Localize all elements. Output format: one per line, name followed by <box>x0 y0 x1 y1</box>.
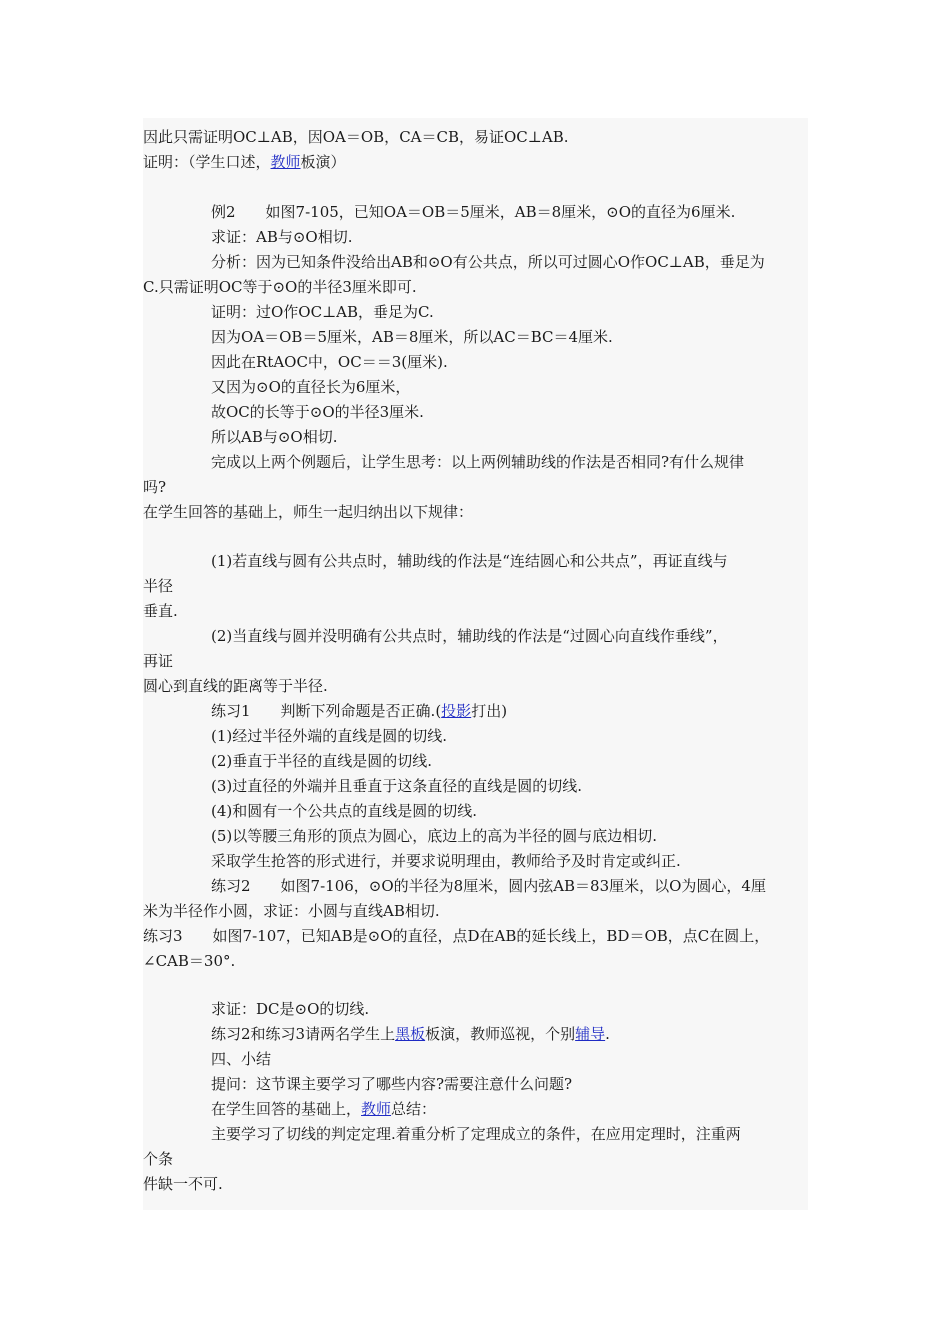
text-line: ∠CAB＝30°. <box>143 952 236 970</box>
text-line: 故OC的长等于⊙O的半径3厘米. <box>211 403 424 421</box>
text-line: 在学生回答的基础上，教师总结： <box>211 1100 437 1118</box>
text-line: (2)垂直于半径的直线是圆的切线. <box>211 752 433 770</box>
text-line: 练习1 判断下列命题是否正确.(投影打出) <box>211 702 508 720</box>
text-line: 因此在RtAOC中，OC＝＝3(厘米). <box>211 353 448 371</box>
link-projection[interactable]: 投影 <box>441 702 472 720</box>
text-line: 件缺一不可. <box>143 1175 223 1193</box>
text-line: 因此只需证明OC⊥AB，因OA＝OB，CA＝CB，易证OC⊥AB. <box>143 128 569 146</box>
text-line: 又因为⊙O的直径长为6厘米， <box>211 378 411 396</box>
document-body <box>143 118 808 1210</box>
text-line: 完成以上两个例题后，让学生思考：以上两例辅助线的作法是否相同?有什么规律 <box>211 453 745 471</box>
text-line: 因为OA＝OB＝5厘米，AB＝8厘米，所以AC＝BC＝4厘米. <box>211 328 613 346</box>
text-line: (1)经过半径外端的直线是圆的切线. <box>211 727 448 745</box>
text-line: (1)若直线与圆有公共点时，辅助线的作法是“连结圆心和公共点”，再证直线与 <box>211 552 728 570</box>
text-line: 例2 如图7-105，已知OA＝OB＝5厘米，AB＝8厘米，⊙O的直径为6厘米. <box>211 203 736 221</box>
text-line: 在学生回答的基础上，师生一起归纳出以下规律： <box>143 503 474 521</box>
text-line: 四、小结 <box>211 1050 272 1068</box>
text-line: (2)当直线与圆并没明确有公共点时，辅助线的作法是“过圆心向直线作垂线”， <box>211 627 728 645</box>
text-line: 米为半径作小圆，求证：小圆与直线AB相切. <box>143 902 440 920</box>
link-teacher[interactable]: 教师 <box>270 153 301 171</box>
text-line: (4)和圆有一个公共点的直线是圆的切线. <box>211 802 478 820</box>
text-line: 再证 <box>143 652 174 670</box>
text-line: 提问：这节课主要学习了哪些内容?需要注意什么问题? <box>211 1075 573 1093</box>
text-line: 半径 <box>143 577 174 595</box>
text-line: 垂直. <box>143 602 178 620</box>
link-tutoring[interactable]: 辅导 <box>575 1025 606 1043</box>
text-line: C.只需证明OC等于⊙O的半径3厘米即可. <box>143 278 417 296</box>
text-line: 所以AB与⊙O相切. <box>211 428 338 446</box>
text-line: 练习2和练习3请两名学生上黑板板演，教师巡视，个别辅导. <box>211 1025 610 1043</box>
text-line: 求证：DC是⊙O的切线. <box>211 1000 370 1018</box>
text-line: 练习2 如图7-106，⊙O的半径为8厘米，圆内弦AB＝83厘米，以O为圆心，4厘 <box>211 877 766 895</box>
link-blackboard[interactable]: 黑板 <box>395 1025 426 1043</box>
text-line: 练习3 如图7-107，已知AB是⊙O的直径，点D在AB的延长线上，BD＝OB，点C在圆上， <box>143 927 770 945</box>
text-line: 证明：（学生口述，教师板演） <box>143 153 346 171</box>
text-line: 证明：过O作OC⊥AB，垂足为C. <box>211 303 434 321</box>
text-line: (5)以等腰三角形的顶点为圆心，底边上的高为半径的圆与底边相切. <box>211 827 658 845</box>
text-line: 主要学习了切线的判定定理.着重分析了定理成立的条件，在应用定理时，注重两 <box>211 1125 741 1143</box>
text-line: 个条 <box>143 1150 174 1168</box>
text-line: 圆心到直线的距离等于半径. <box>143 677 328 695</box>
text-line: 吗? <box>143 478 167 496</box>
link-teacher[interactable]: 教师 <box>361 1100 392 1118</box>
text-line: 求证：AB与⊙O相切. <box>211 228 353 246</box>
text-line: 采取学生抢答的形式进行，并要求说明理由，教师给予及时肯定或纠正. <box>211 852 681 870</box>
text-line: (3)过直径的外端并且垂直于这条直径的直线是圆的切线. <box>211 777 583 795</box>
text-line: 分析：因为已知条件没给出AB和⊙O有公共点，所以可过圆心O作OC⊥AB，垂足为 <box>211 253 765 271</box>
